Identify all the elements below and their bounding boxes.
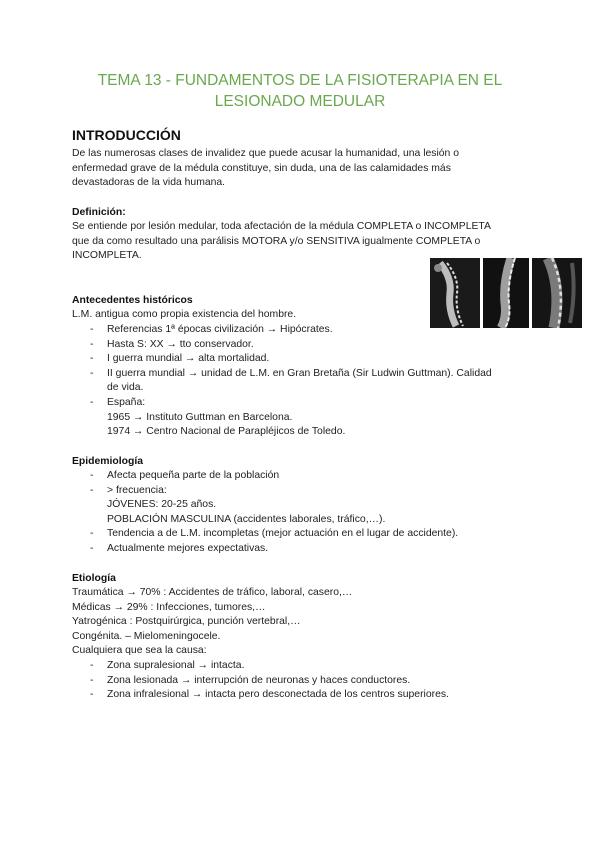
list-item: - I guerra mundial → alta mortalidad. bbox=[90, 352, 520, 367]
list-item: - Tendencia a de L.M. incompletas (mejor actuación en el lugar de accidente). bbox=[90, 527, 520, 542]
list-item: - Zona lesionada → interrupción de neuronas y haces conductores. bbox=[90, 674, 520, 689]
intro-line: devastadoras de la vida humana. bbox=[72, 177, 226, 189]
document-title bbox=[60, 70, 540, 112]
definicion-line: que da como resultado una parálisis MOTORA y/o SENSITIVA igualmente COMPLETA o bbox=[72, 235, 481, 247]
title-line-2: LESIONADO MEDULAR bbox=[214, 93, 386, 110]
definicion-heading: Definición: bbox=[72, 207, 126, 218]
mri-image-3 bbox=[532, 258, 582, 328]
etiologia-paragraph bbox=[72, 586, 522, 659]
title-line-1: TEMA 13 - FUNDAMENTOS DE LA FISIOTERAPIA EN EL bbox=[97, 72, 503, 89]
espana-line: 1965 → Instituto Guttman en Barcelona. bbox=[107, 411, 293, 423]
definicion-line: Se entiende por lesión medular, toda afectación de la médula COMPLETA o INCOMPLETA bbox=[72, 221, 491, 232]
list-item-continuation: de vida. bbox=[107, 382, 144, 394]
antecedentes-list bbox=[90, 323, 520, 440]
antecedentes-heading: Antecedentes históricos bbox=[72, 295, 193, 306]
list-item: - Zona supralesional → intacta. bbox=[90, 659, 520, 674]
list-item: - Afecta pequeña parte de la población bbox=[90, 469, 520, 484]
epidemiologia-list bbox=[90, 469, 520, 557]
antecedentes-lead-text: L.M. antigua como propia existencia del hombre. bbox=[72, 309, 297, 320]
definicion-line: INCOMPLETA. bbox=[72, 250, 142, 262]
list-item: - Zona infralesional → intacta pero desconectada de los centros superiores. bbox=[90, 688, 520, 703]
etiologia-heading: Etiología bbox=[72, 573, 116, 584]
espana-line: 1974 → Centro Nacional de Parapléjicos de Toledo. bbox=[107, 426, 346, 438]
etiologia-list bbox=[90, 659, 520, 703]
intro-line: De las numerosas clases de invalidez que puede acusar la humanidad, una lesión o bbox=[72, 148, 460, 159]
frecuencia-line: POBLACIÓN MASCULINA (accidentes laborales, tráfico,…). bbox=[107, 513, 386, 525]
list-item: - Actualmente mejores expectativas. bbox=[90, 542, 520, 557]
list-item: - II guerra mundial → unidad de L.M. en Gran Bretaña (Sir Ludwin Guttman). Calidad bbox=[90, 367, 520, 382]
etiologia-line: Yatrogénica : Postquirúrgica, punción vertebral,… bbox=[72, 616, 301, 628]
etiologia-line: Médicas → 29% : Infecciones, tumores,… bbox=[72, 601, 266, 613]
etiologia-line: Congénita. – Mielomeningocele. bbox=[72, 630, 221, 642]
etiologia-line: Traumática → 70% : Accidentes de tráfico, laboral, casero,… bbox=[72, 587, 353, 598]
etiologia-line: Cualquiera que sea la causa: bbox=[72, 645, 207, 657]
intro-line: enfermedad grave de la médula constituye, sin duda, una de las calamidades más bbox=[72, 162, 451, 174]
list-item: - Hasta S: XX → tto conservador. bbox=[90, 338, 520, 353]
epidemiologia-heading: Epidemiología bbox=[72, 456, 144, 467]
list-item: - Referencias 1ª épocas civilización → Hipócrates. bbox=[90, 323, 520, 338]
antecedentes-lead bbox=[72, 308, 522, 323]
intro-heading: INTRODUCCIÓN bbox=[72, 127, 181, 143]
frecuencia-line: JÓVENES: 20-25 años. bbox=[107, 499, 217, 511]
intro-paragraph bbox=[72, 147, 522, 191]
list-item: - > frecuencia: bbox=[90, 484, 520, 499]
list-item: - España: bbox=[90, 396, 520, 411]
